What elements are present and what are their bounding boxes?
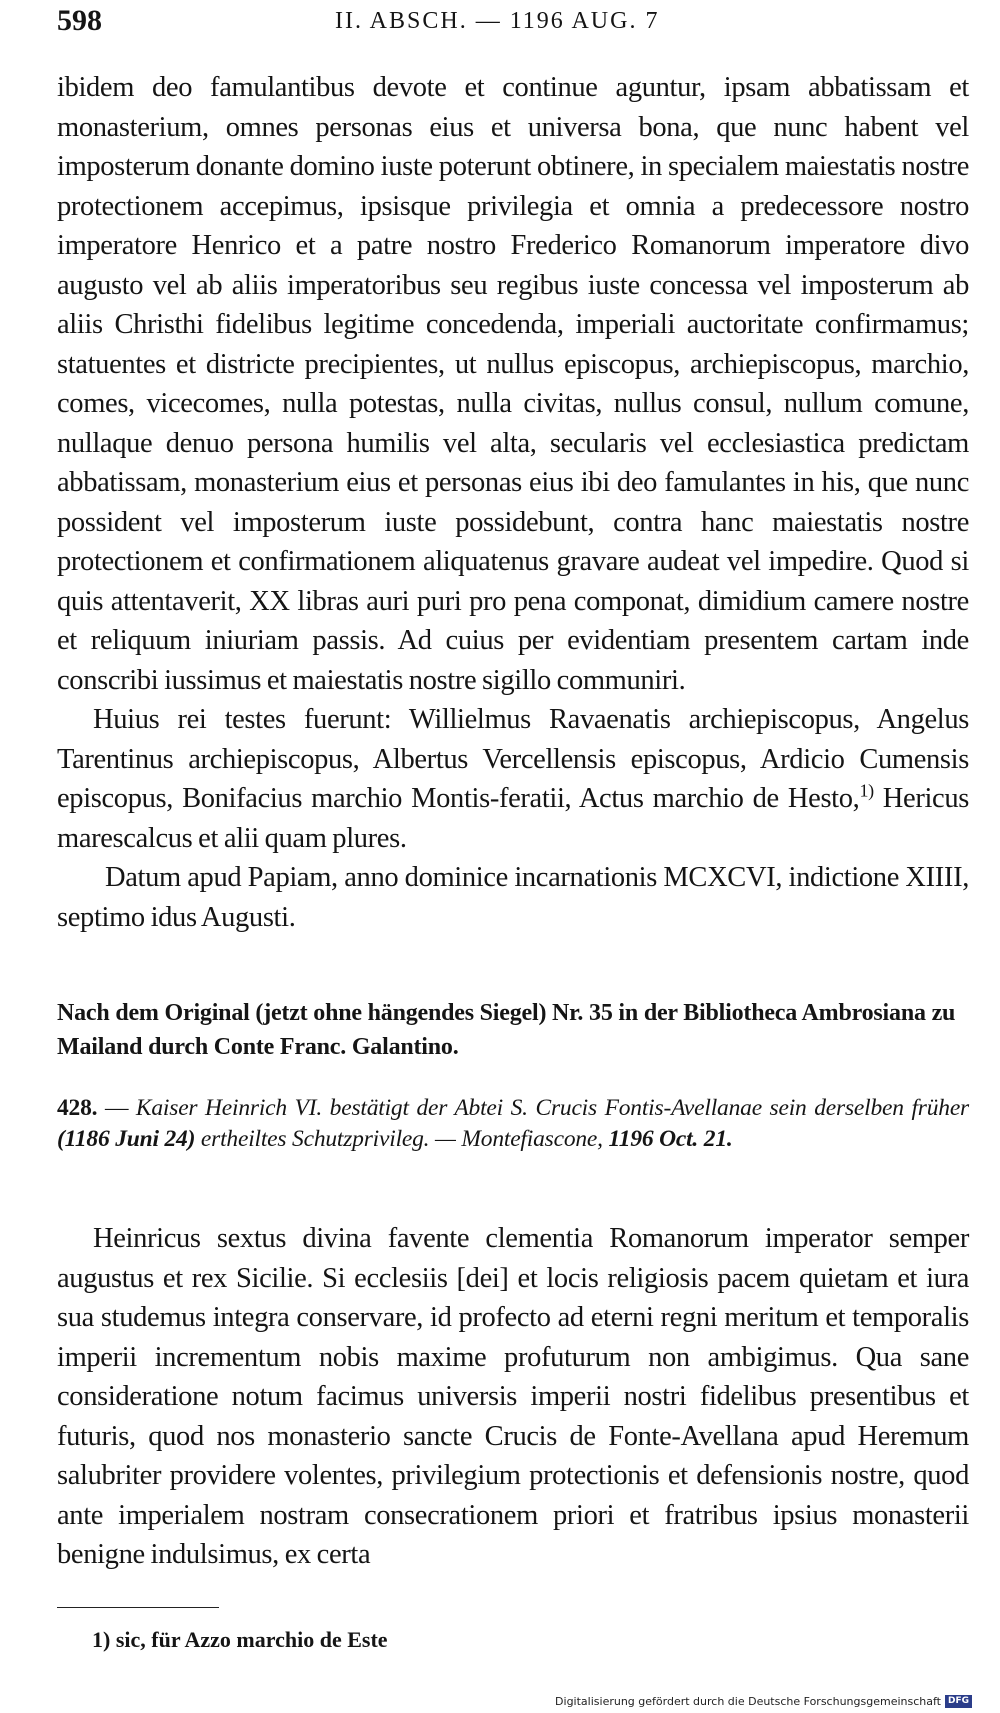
- footnote: 1) sic, für Azzo marchio de Este: [92, 1627, 388, 1652]
- witness-list-end: Hericus marescalcus et alii quam plures.: [57, 783, 969, 854]
- charter-427-body: [57, 68, 969, 937]
- footnote-marker: 1): [859, 780, 874, 801]
- charter-428-regest: [57, 1093, 969, 1155]
- dating-clause: Datum apud Papiam, anno dominice incarnationis MCXCVI, indictione XIIII, septimo idus Augusti.: [57, 862, 969, 933]
- charter-number: 428.: [57, 1095, 98, 1121]
- charter-428-text: Heinricus sextus divina favente clementia Romanorum imperator semper augustus et rex Sicilie. Si ecclesiis [dei] et locis religiosis pacem quietam et iura sua studemus integra conservare, id profecto ad eterni regni meritum et temporalis imperii incrementum nobis maxime profuturum non ambigimus. Qua sane consideratione notum facimus universis imperii nostri fidelibus presentibus et futuris, quod nos monasterio sancte Crucis de Fonte-Avellana apud Heremum salubriter providere volentes, privilegium protectionis et defensionis nostre, quod ante imperialem nostram consecrationem priori et fratribus ipsius monasterii benigne indulsimus, ex certa: [57, 1223, 969, 1570]
- regest-dash: —: [97, 1095, 136, 1121]
- credit-text: Digitalisierung gefördert durch die Deutsche Forschungsgemeinschaft: [555, 1694, 941, 1708]
- witness-list-start: Huius rei testes fuerunt: Willielmus Ravaenatis archiepiscopus, Angelus Tarentinus archiepiscopus, Albertus Vercellensis episcopus, Ardicio Cumensis episcopus, Bonifacius marchio Montis-feratii, Actus marchio de Hesto,: [57, 704, 969, 814]
- regest-place: ertheiltes Schutzprivileg. — Montefiascone,: [195, 1126, 609, 1152]
- dfg-logo: DFG: [945, 1695, 972, 1708]
- page-header: [57, 4, 957, 44]
- charter-427-text: ibidem deo famulantibus devote et continue aguntur, ipsam abbatissam et monasterium, omnes personas eius et universa bona, que nunc habent vel imposterum donante domino iuste poterunt obtinere, in specialem maiestatis nostre protectionem accepimus, ipsisque privilegia et omnia a predecessore nostro imperatore Henrico et a patre nostro Frederico Romanorum imperatore divo augusto vel ab aliis imperatoribus seu regibus iuste concessa vel imposterum ab aliis Christhi fidelibus legitime concedenda, imperiali auctoritate confirmamus; statuentes et districte precipientes, ut nullus episcopus, archiepiscopus, marchio, comes, vicecomes, nulla potestas, nulla civitas, nullus consul, nullum comune, nullaque denuo persona humilis vel alta, secularis vel ecclesiastica predictam abbatissam, monasterium eius et personas eius ibi deo famulantes in his, que nunc possident vel imposterum iuste possidebunt, contra hanc maiestatis nostre protectionem et confirmationem aliquatenus gravare audeat vel impedire. Quod si quis attentaverit, XX libras auri puri pro pena componat, dimidium camere nostre et reliquum iniuriam passis. Ad cuius per evidentiam presentem cartam inde conscribi iussimus et maiestatis nostre sigillo communiri.: [57, 72, 969, 696]
- footnote-divider: [57, 1607, 219, 1608]
- running-head: II. ABSCH. — 1196 AUG. 7: [335, 8, 660, 34]
- regest-date: 1196 Oct. 21.: [608, 1126, 733, 1152]
- witness-list: [57, 700, 969, 858]
- digitization-credit: [555, 1694, 972, 1708]
- regest-earlier-date: (1186 Juni 24): [57, 1126, 196, 1152]
- page-number: 598: [57, 4, 102, 37]
- source-note: Nach dem Original (jetzt ohne hängendes Siegel) Nr. 35 in der Bibliotheca Ambrosiana zu Mailand durch Conte Franc. Galantino.: [57, 1000, 956, 1060]
- charter-428-body: [57, 1219, 969, 1575]
- regest-summary: Kaiser Heinrich VI. bestätigt der Abtei S. Crucis Fontis-Avellanae sein derselben früher: [135, 1095, 969, 1121]
